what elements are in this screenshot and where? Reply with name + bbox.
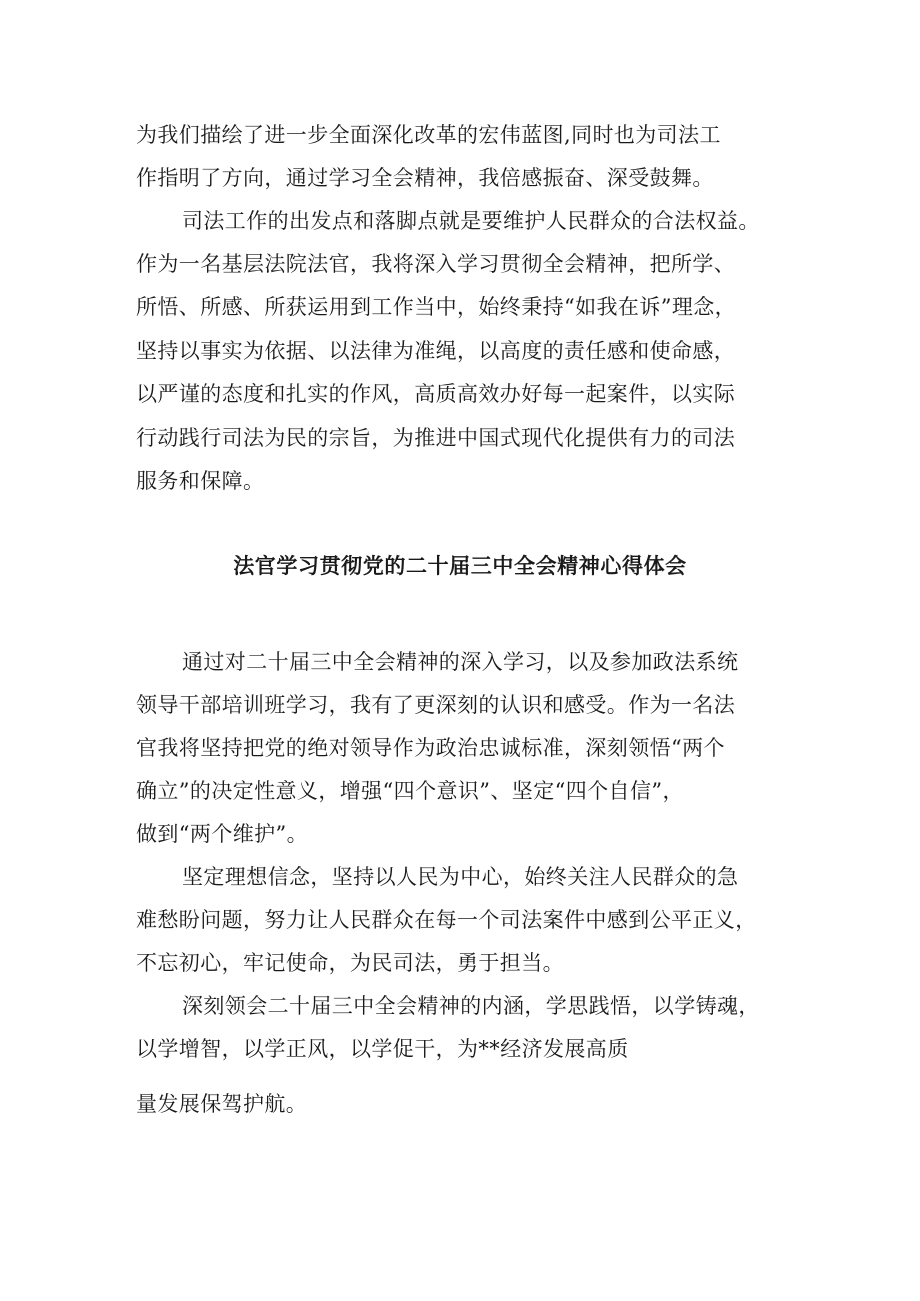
text-line: 司法工作的出发点和落脚点就是要维护人民群众的合法权益。 bbox=[182, 209, 760, 233]
section-title: 法官学习贯彻党的二十届三中全会精神心得体会 bbox=[233, 554, 687, 578]
text-line: 量发展保驾护航。 bbox=[136, 1092, 308, 1116]
text-line: 为我们描绘了进一步全面深化改革的宏伟蓝图,同时也为司法工 bbox=[136, 123, 721, 147]
text-line: 不忘初心，牢记使命，为民司法，勇于担当。 bbox=[136, 951, 564, 975]
text-line: 通过对二十届三中全会精神的深入学习，以及参加政法系统 bbox=[182, 650, 739, 674]
text-line: 作指明了方向，通过学习全会精神，我倍感振奋、深受鼓舞。 bbox=[136, 166, 714, 190]
text-line: 坚定理想信念，坚持以人民为中心，始终关注人民群众的急 bbox=[182, 865, 739, 889]
text-line: 作为一名基层法院法官，我将深入学习贯彻全会精神，把所学、 bbox=[136, 252, 736, 276]
text-line: 行动践行司法为民的宗旨，为推进中国式现代化提供有力的司法 bbox=[136, 426, 736, 450]
text-line: 领导干部培训班学习，我有了更深刻的认识和感受。作为一名法 bbox=[136, 693, 736, 717]
text-line: 服务和保障。 bbox=[136, 469, 265, 493]
text-line: 难愁盼问题，努力让人民群众在每一个司法案件中感到公平正义， bbox=[136, 908, 757, 932]
text-line: 所悟、所感、所获运用到工作当中，始终秉持“如我在诉”理念， bbox=[136, 295, 737, 319]
text-line: 官我将坚持把党的绝对领导作为政治忠诚标准，深刻领悟“两个 bbox=[136, 736, 725, 760]
text-line: 深刻领会二十届三中全会精神的内涵，学思践悟，以学铸魂， bbox=[182, 994, 760, 1018]
text-line: 做到“两个维护”。 bbox=[136, 822, 309, 846]
text-line: 确立”的决定性意义，增强“四个意识”、坚定“四个自信”， bbox=[136, 779, 684, 803]
text-line: 以严谨的态度和扎实的作风，高质高效办好每一起案件，以实际 bbox=[136, 382, 736, 406]
text-line: 坚持以事实为依据、以法律为准绳，以高度的责任感和使命感， bbox=[136, 339, 736, 363]
text-line: 以学增智，以学正风，以学促干，为**经济发展高质 bbox=[136, 1037, 629, 1061]
